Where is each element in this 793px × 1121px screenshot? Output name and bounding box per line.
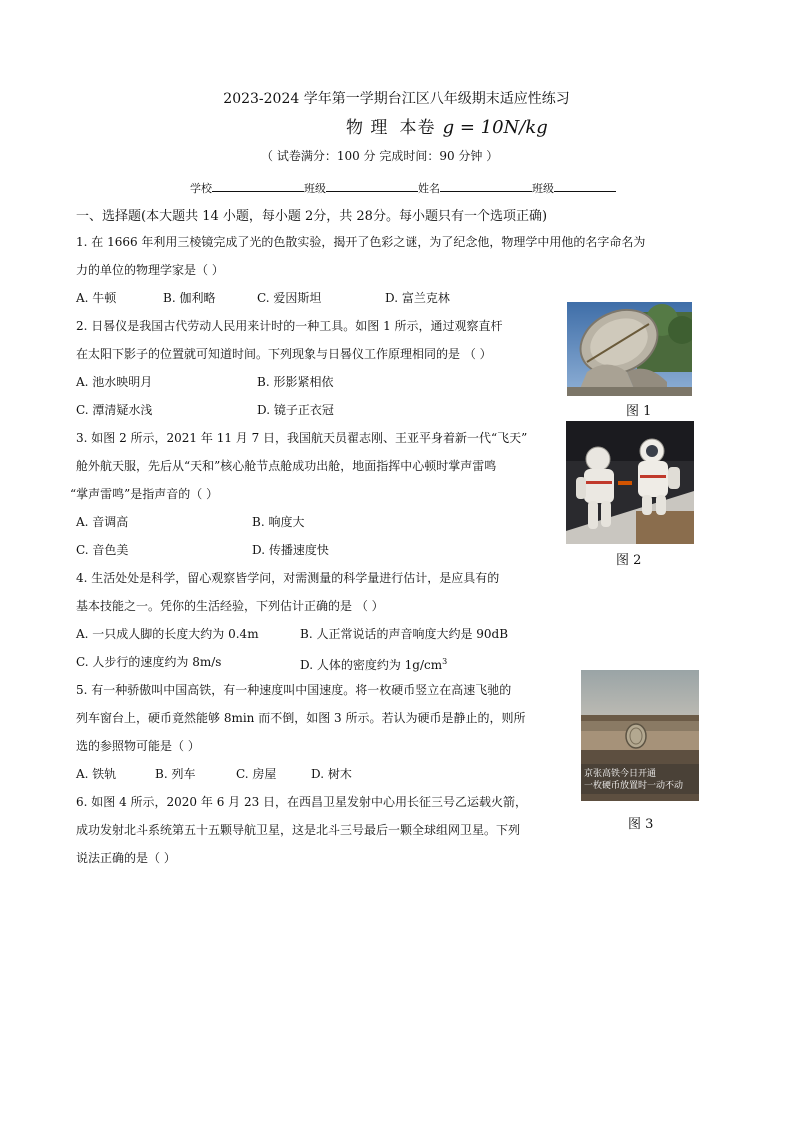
- q1-line1: 1. 在 1666 年利用三棱镜完成了光的色散实验，揭开了色彩之谜，为了纪念他，物理学中用他的名字命名为: [76, 235, 646, 249]
- q6-line1: 6. 如图 4 所示，2020 年 6 月 23 日，在西昌卫星发射中心用长征三号乙运载火箭，: [76, 795, 528, 809]
- q6-line3: 说法正确的是（ ）: [76, 851, 176, 865]
- figure-3-coin-image: [581, 670, 699, 801]
- astronauts-illustration: [566, 421, 694, 544]
- q1-option-a[interactable]: A. 牛顿: [76, 291, 117, 305]
- figure-1-caption: 图 1: [626, 404, 652, 419]
- exam-info: （ 试卷满分：100 分 完成时间：90 分钟 ）: [261, 149, 499, 163]
- q3-line2: 舱外航天服，先后从“天和”核心舱节点舱成功出舱，地面指挥中心顿时掌声雷鸣: [76, 459, 497, 473]
- q5-line1: 5. 有一种骄傲叫中国高铁，有一种速度叫中国速度。将一枚硬币竖立在高速飞驰的: [76, 683, 512, 697]
- q4-option-d: D. 人体的密度约为 1g/cm: [300, 658, 443, 672]
- figure-2-astronauts-image: [566, 421, 694, 544]
- q2-option-d[interactable]: D. 镜子正衣冠: [257, 403, 334, 417]
- q5-option-d[interactable]: D. 树木: [311, 767, 352, 781]
- q2-option-b[interactable]: B. 形影紧相依: [257, 375, 334, 389]
- q1-option-c[interactable]: C. 爱因斯坦: [257, 291, 322, 305]
- q3-option-d[interactable]: D. 传播速度快: [252, 543, 329, 557]
- g-formula: g = 10N/kg: [442, 117, 548, 138]
- figure-3-overlay-line2: 一枚硬币放置时一动不动: [584, 781, 684, 791]
- field-name-blank[interactable]: [440, 180, 532, 192]
- field-class-label: 班级: [304, 182, 326, 195]
- q2-line2: 在太阳下影子的位置就可知道时间。下列现象与日晷仪工作原理相同的是 （ ）: [76, 347, 492, 361]
- q3-option-c[interactable]: C. 音色美: [76, 543, 129, 557]
- q6-line2: 成功发射北斗系统第五十五颗导航卫星，这是北斗三号最后一颗全球组网卫星。下列: [76, 823, 521, 837]
- figure-3-caption: 图 3: [628, 817, 654, 832]
- q4-option-b[interactable]: B. 人正常说话的声音响度大约是 90dB: [300, 627, 509, 641]
- q4-option-c[interactable]: C. 人步行的速度约为 8m/s: [76, 655, 222, 669]
- q1-option-d[interactable]: D. 富兰克林: [385, 291, 450, 305]
- q1-line2: 力的单位的物理学家是（ ）: [76, 263, 224, 277]
- field-class-blank[interactable]: [326, 180, 418, 192]
- q5-line2: 列车窗台上，硬币竟然能够 8min 而不倒，如图 3 所示。若认为硬币是静止的，则所: [76, 711, 526, 725]
- q3-option-a[interactable]: A. 音调高: [76, 515, 129, 529]
- q5-option-b[interactable]: B. 列车: [155, 767, 196, 781]
- q2-option-c[interactable]: C. 潭清疑水浅: [76, 403, 153, 417]
- q3-line3: “掌声雷鸣”是指声音的（ ）: [70, 487, 219, 501]
- field-name-label: 姓名: [418, 182, 440, 195]
- q3-line1: 3. 如图 2 所示，2021 年 11 月 7 日，我国航天员翟志刚、王亚平身着新一代“飞天”: [76, 431, 528, 445]
- field-class2-blank[interactable]: [554, 180, 616, 192]
- figure-2-caption: 图 2: [616, 553, 642, 568]
- q4-option-a[interactable]: A. 一只成人脚的长度大约为 0.4m: [76, 627, 259, 641]
- q1-option-b[interactable]: B. 伽利略: [163, 291, 216, 305]
- q5-line3: 选的参照物可能是（ ）: [76, 739, 200, 753]
- sundial-illustration: [567, 302, 692, 396]
- q4-line2: 基本技能之一。凭你的生活经验，下列估计正确的是 （ ）: [76, 599, 384, 613]
- q5-option-c[interactable]: C. 房屋: [236, 767, 277, 781]
- figure-1-sundial-image: [567, 302, 692, 396]
- q2-line1: 2. 日晷仪是我国古代劳动人民用来计时的一种工具。如图 1 所示，通过观察直杆: [76, 319, 503, 333]
- field-class2-label: 班级: [532, 182, 554, 195]
- field-school-blank[interactable]: [212, 180, 304, 192]
- q2-option-a[interactable]: A. 池水映明月: [76, 375, 153, 389]
- q5-option-a[interactable]: A. 铁轨: [76, 767, 117, 781]
- figure-3-overlay-line1: 京张高铁今日开通: [584, 769, 657, 779]
- subject-label: 物 理: [346, 118, 389, 138]
- q3-option-b[interactable]: B. 响度大: [252, 515, 305, 529]
- exam-title: 2023-2024 学年第一学期台江区八年级期末适应性练习: [223, 91, 570, 107]
- section-heading: 一、选择题(本大题共 14 小题，每小题 2分，共 28分。每小题只有一个选项正确): [76, 209, 548, 224]
- q4-line1: 4. 生活处处是科学，留心观察皆学问，对需测量的科学量进行估计，是应具有的: [76, 571, 500, 585]
- q4-option-d-wrap[interactable]: [300, 654, 447, 673]
- field-school-label: 学校: [190, 182, 212, 195]
- subject-line: [346, 113, 548, 138]
- student-info-fields: [190, 180, 616, 196]
- q4-option-d-superscript: 3: [442, 657, 448, 666]
- g-note-label: 本卷: [399, 118, 436, 138]
